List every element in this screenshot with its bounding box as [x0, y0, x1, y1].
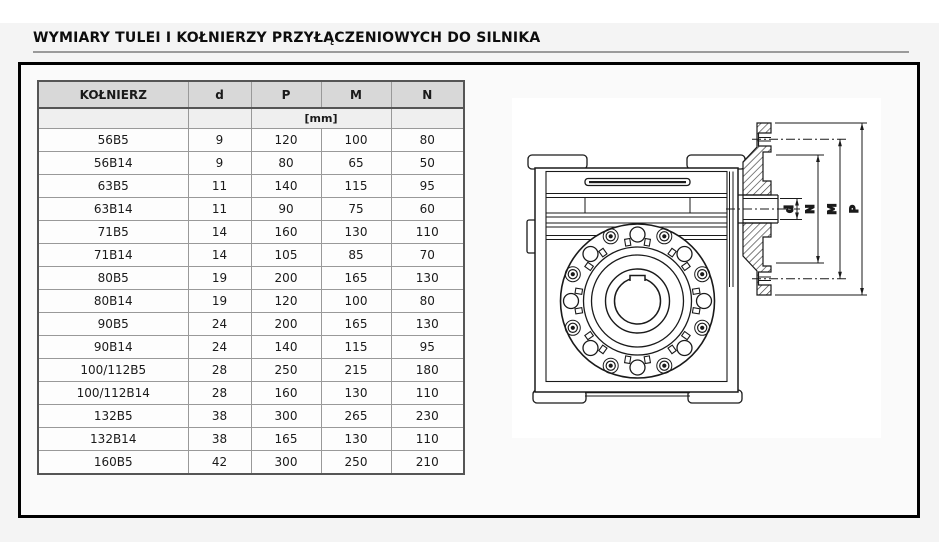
- cell-d: 19: [188, 267, 251, 290]
- cell-p: 90: [251, 198, 321, 221]
- cell-m: 100: [321, 290, 391, 313]
- cell-m: 250: [321, 451, 391, 475]
- cell-d: 19: [188, 290, 251, 313]
- cell-flange: 71B5: [38, 221, 188, 244]
- cell-p: 160: [251, 221, 321, 244]
- cell-d: 28: [188, 382, 251, 405]
- table-body: [38, 129, 464, 475]
- header-d: d: [188, 81, 251, 108]
- top-slot: [585, 179, 690, 186]
- cell-p: 200: [251, 267, 321, 290]
- cell-flange: 80B5: [38, 267, 188, 290]
- dim-label-n: N: [803, 204, 817, 214]
- cell-n: 80: [391, 290, 464, 313]
- cell-m: 215: [321, 359, 391, 382]
- cell-p: 300: [251, 405, 321, 428]
- cell-flange: 63B5: [38, 175, 188, 198]
- unit-cell-empty: [391, 108, 464, 129]
- table-header-row: [38, 81, 464, 108]
- cell-flange: 56B5: [38, 129, 188, 152]
- header-p: P: [251, 81, 321, 108]
- cell-n: 180: [391, 359, 464, 382]
- cell-n: 230: [391, 405, 464, 428]
- cell-flange: 71B14: [38, 244, 188, 267]
- cell-n: 70: [391, 244, 464, 267]
- cell-n: 130: [391, 313, 464, 336]
- cell-p: 120: [251, 290, 321, 313]
- cell-flange: 56B14: [38, 152, 188, 175]
- header-kolnierz: KOŁNIERZ: [38, 81, 188, 108]
- unit-cell-empty: [188, 108, 251, 129]
- table-row: [38, 152, 464, 175]
- cell-flange: 100/112B14: [38, 382, 188, 405]
- cell-p: 140: [251, 336, 321, 359]
- cell-p: 250: [251, 359, 321, 382]
- cell-m: 85: [321, 244, 391, 267]
- cell-d: 28: [188, 359, 251, 382]
- cell-flange: 132B5: [38, 405, 188, 428]
- table-row: [38, 336, 464, 359]
- cell-m: 265: [321, 405, 391, 428]
- cell-d: 38: [188, 428, 251, 451]
- cell-p: 140: [251, 175, 321, 198]
- cell-n: 95: [391, 175, 464, 198]
- cell-p: 300: [251, 451, 321, 475]
- flange-dimension-table: [37, 80, 465, 475]
- table-row: [38, 313, 464, 336]
- table-row: [38, 129, 464, 152]
- dim-label-p: P: [847, 204, 861, 214]
- unit-row: [38, 108, 464, 129]
- unit-cell-empty: [38, 108, 188, 129]
- cell-d: 14: [188, 244, 251, 267]
- cell-d: 14: [188, 221, 251, 244]
- cell-d: 42: [188, 451, 251, 475]
- cell-flange: 100/112B5: [38, 359, 188, 382]
- cell-m: 75: [321, 198, 391, 221]
- table-row: [38, 382, 464, 405]
- table-row: [38, 428, 464, 451]
- output-flange: [561, 224, 715, 378]
- header-n: N: [391, 81, 464, 108]
- cell-n: 130: [391, 267, 464, 290]
- unit-label-cell: [mm]: [251, 108, 391, 129]
- cell-flange: 80B14: [38, 290, 188, 313]
- cell-m: 100: [321, 129, 391, 152]
- table-row: [38, 405, 464, 428]
- table-row: [38, 451, 464, 475]
- gearbox-front-view: [527, 155, 745, 403]
- cell-p: 80: [251, 152, 321, 175]
- cell-d: 38: [188, 405, 251, 428]
- cell-m: 115: [321, 175, 391, 198]
- cell-n: 95: [391, 336, 464, 359]
- cell-m: 115: [321, 336, 391, 359]
- table-row: [38, 359, 464, 382]
- cell-flange: 63B14: [38, 198, 188, 221]
- cell-m: 65: [321, 152, 391, 175]
- technical-drawing: [512, 98, 881, 438]
- cell-m: 130: [321, 428, 391, 451]
- table-row: [38, 221, 464, 244]
- dim-label-m: M: [825, 203, 839, 215]
- cell-n: 50: [391, 152, 464, 175]
- cell-m: 130: [321, 382, 391, 405]
- cell-m: 165: [321, 313, 391, 336]
- cell-n: 110: [391, 428, 464, 451]
- cell-flange: 132B14: [38, 428, 188, 451]
- table-row: [38, 244, 464, 267]
- cell-p: 120: [251, 129, 321, 152]
- table-row: [38, 175, 464, 198]
- cell-n: 110: [391, 382, 464, 405]
- cell-d: 9: [188, 152, 251, 175]
- cell-flange: 90B14: [38, 336, 188, 359]
- cell-p: 105: [251, 244, 321, 267]
- cell-flange: 160B5: [38, 451, 188, 475]
- cell-m: 130: [321, 221, 391, 244]
- cell-d: 11: [188, 198, 251, 221]
- cell-p: 165: [251, 428, 321, 451]
- cell-d: 9: [188, 129, 251, 152]
- cell-n: 60: [391, 198, 464, 221]
- cell-d: 11: [188, 175, 251, 198]
- table-header: [38, 81, 464, 129]
- cell-m: 165: [321, 267, 391, 290]
- table-row: [38, 267, 464, 290]
- dim-label-d: d: [782, 204, 796, 214]
- cell-p: 200: [251, 313, 321, 336]
- cell-p: 160: [251, 382, 321, 405]
- table-row: [38, 198, 464, 221]
- table-row: [38, 290, 464, 313]
- header-m: M: [321, 81, 391, 108]
- cell-flange: 90B5: [38, 313, 188, 336]
- cell-n: 80: [391, 129, 464, 152]
- cell-n: 110: [391, 221, 464, 244]
- title-underline: [33, 51, 909, 53]
- page-title: WYMIARY TULEI I KOŁNIERZY PRZYŁĄCZENIOWYCH DO SILNIKA: [33, 30, 541, 46]
- cell-n: 210: [391, 451, 464, 475]
- cell-d: 24: [188, 313, 251, 336]
- cell-d: 24: [188, 336, 251, 359]
